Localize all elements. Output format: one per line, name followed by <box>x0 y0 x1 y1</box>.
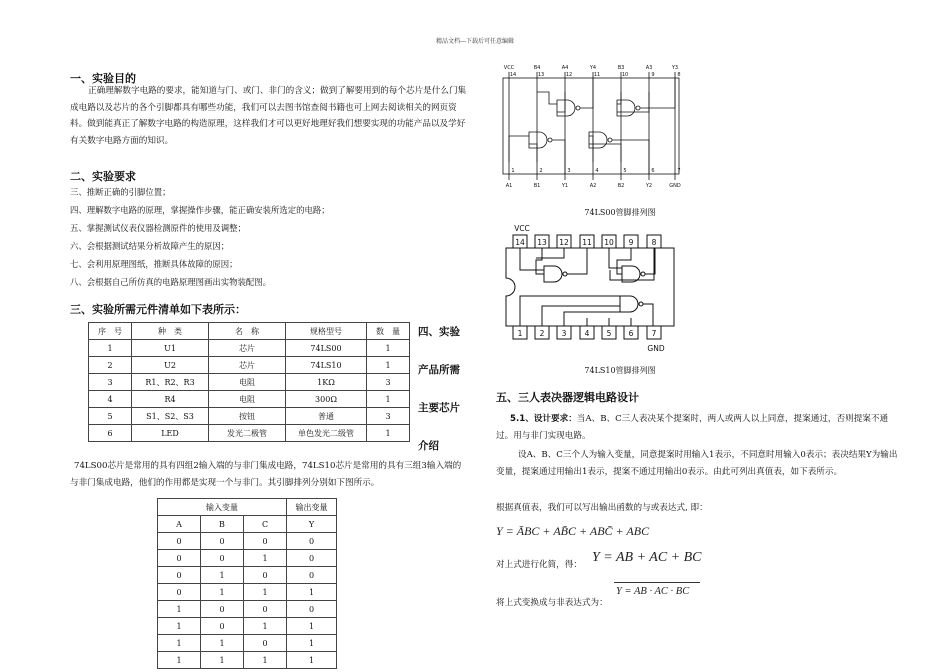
table-cell: 按钮 <box>209 408 286 425</box>
table-row <box>158 584 337 601</box>
nand-label: 将上式变换成与非表达式为： <box>496 598 608 608</box>
table-row <box>158 567 337 584</box>
pin-number: 1 <box>511 168 515 174</box>
table-row <box>89 374 410 391</box>
side-heading-line: 介绍 <box>418 440 439 452</box>
table-row <box>158 635 337 652</box>
table-row <box>89 340 410 357</box>
pin-number: 5 <box>623 168 627 174</box>
pin-label: Y3 <box>671 65 679 71</box>
chip-intro-paragraph: 74LS00芯片是常用的具有四组2输入端的与非门集成电路，74LS10芯片是常用的具有三组3输入端的与非门集成电路，他们的作用都是实现一个与非门。其引脚排列分别如下图所示。 <box>70 461 462 488</box>
pin-label: A2 <box>589 183 597 189</box>
table-cell: 0 <box>287 550 337 567</box>
col-header: 名 称 <box>209 323 286 340</box>
side-heading-line: 四、实验 <box>418 326 460 338</box>
table-cell: 3 <box>367 408 410 425</box>
pin-label: B2 <box>617 183 625 189</box>
pin-number: 2 <box>539 168 543 174</box>
pin-label: GND <box>669 183 681 189</box>
table-cell: 1KΩ <box>286 374 367 391</box>
simplify-label: 对上式进行化简，得： <box>496 560 582 570</box>
pin-number: 3 <box>567 168 571 174</box>
pin-number: 7 <box>677 168 681 174</box>
pin-label: Y2 <box>645 183 653 189</box>
table-header-row <box>158 499 337 516</box>
ls10-pinout-diagram <box>500 220 680 355</box>
table-cell: LED <box>132 425 209 442</box>
pin-number: 12 <box>565 72 573 78</box>
col-header: 规格型号 <box>286 323 367 340</box>
pin-number: 13 <box>537 72 545 78</box>
variables-paragraph: 设A、B、C三个人为输入变量，同意提案时用输入1表示，不同意时用输入0表示；表决结果Y为输出变量，提案通过用输出1表示，提案不通过用输出0表示。由此可列出真值表，如下表所示。 <box>496 450 898 477</box>
pin-number: 14 <box>515 238 525 247</box>
section-1-title: 一、实验目的 <box>70 72 136 85</box>
pin-number: 9 <box>628 238 634 247</box>
table-cell: 1 <box>367 391 410 408</box>
table-cell: U2 <box>132 357 209 374</box>
table-cell: 0 <box>158 550 201 567</box>
table-cell: 0 <box>201 533 244 550</box>
list-item: 四、理解数字电路的原理，掌握操作步骤，能正确安装所选定的电路； <box>70 205 330 215</box>
pin-number: 6 <box>628 329 634 338</box>
col-header: A <box>158 516 201 533</box>
simplified-equation: Y = AB + AC + BC <box>592 550 702 565</box>
table-cell: 1 <box>244 618 287 635</box>
col-header: C <box>244 516 287 533</box>
section-5-1-label: 5.1、设计要求： <box>510 414 577 424</box>
table-cell: 0 <box>244 635 287 652</box>
pin-number: 7 <box>651 329 657 338</box>
pin-number: 2 <box>539 329 545 338</box>
ls00-caption: 74LS00管脚排列图 <box>584 208 656 217</box>
table-row <box>158 618 337 635</box>
col-header: 序 号 <box>89 323 132 340</box>
table-cell: 1 <box>158 618 201 635</box>
list-item: 七、会利用原理图纸，推断具体故障的原因； <box>70 259 238 269</box>
group-header-inputs: 输入变量 <box>158 499 287 516</box>
table-cell: 4 <box>89 391 132 408</box>
table-cell: 3 <box>367 374 410 391</box>
list-item: 六、会根据测试结果分析故障产生的原因； <box>70 241 230 251</box>
table-cell: 1 <box>201 652 244 669</box>
table-cell: 1 <box>367 340 410 357</box>
section-5-title: 五、三人表决器逻辑电路设计 <box>496 391 639 404</box>
table-header-row <box>158 516 337 533</box>
col-header: B <box>201 516 244 533</box>
ls10-caption: 74LS10管脚排列图 <box>584 366 656 375</box>
pin-number: 10 <box>621 72 629 78</box>
table-cell: 1 <box>367 357 410 374</box>
table-cell: 1 <box>244 550 287 567</box>
table-cell: 1 <box>158 652 201 669</box>
table-cell: 0 <box>158 567 201 584</box>
pin-number: 4 <box>584 329 590 338</box>
table-cell: 0 <box>244 601 287 618</box>
table-cell: 1 <box>158 601 201 618</box>
list-item: 八、会根据自己所仿真的电路原理图画出实物装配图。 <box>70 277 271 287</box>
table-cell: 芯片 <box>209 357 286 374</box>
section-3-title: 三、实验所需元件清单如下表所示： <box>70 303 246 316</box>
table-cell: S1、S2、S3 <box>132 408 209 425</box>
section-2-title: 二、实验要求 <box>70 170 136 183</box>
table-cell: 1 <box>287 635 337 652</box>
table-row <box>158 652 337 669</box>
nand-equation: Y = AB · AC · BC <box>616 586 690 597</box>
table-cell: U1 <box>132 340 209 357</box>
side-heading-line: 产品所需 <box>418 364 460 376</box>
pin-number: 8 <box>651 238 657 247</box>
table-cell: 单色发光二级管 <box>286 425 367 442</box>
pin-number: 10 <box>604 238 614 247</box>
table-cell: 74LS00 <box>286 340 367 357</box>
table-header-row <box>89 323 410 340</box>
table-cell: 0 <box>287 533 337 550</box>
table-cell: 0 <box>287 601 337 618</box>
table-cell: 1 <box>201 584 244 601</box>
table-cell: 300Ω <box>286 391 367 408</box>
table-cell: 1 <box>201 567 244 584</box>
table-cell: 3 <box>89 374 132 391</box>
pin-number: 4 <box>595 168 599 174</box>
table-cell: 0 <box>201 601 244 618</box>
pin-label: Y4 <box>589 65 597 71</box>
table-row <box>158 533 337 550</box>
pin-number: 1 <box>517 329 523 338</box>
section-5-1-paragraph <box>496 411 898 444</box>
pin-label: VCC <box>503 65 515 71</box>
pin-number: 5 <box>606 329 612 338</box>
table-cell: 0 <box>158 584 201 601</box>
table-cell: 1 <box>244 584 287 601</box>
section-5-1-text: 当A、B、C三人表决某个提案时，两人或两人以上同意，提案通过，否则提案不通过。用与非门实现电路。 <box>496 414 889 441</box>
table-cell: 1 <box>367 425 410 442</box>
table-cell: 74LS10 <box>286 357 367 374</box>
table-cell: 芯片 <box>209 340 286 357</box>
pin-number: 12 <box>559 238 569 247</box>
ls00-pinout-diagram <box>495 62 695 190</box>
section-1-body: 正确理解数字电路的要求，能知道与门、或门、非门的含义；做到了解要用到的每个芯片是什么门集成电路以及芯片的各个引脚都具有哪些功能，我们可以去图书馆查阅书籍也可上网去阅读相关的网页资料。做到能真正了解数字电路的构造原理，这样我们才可以更好地理好我们想要实现的功能产品以及学好有关数字电路方面的知识。 <box>70 86 467 146</box>
table-cell: 1 <box>89 340 132 357</box>
table-row <box>89 408 410 425</box>
list-item: 五、掌握测试仪表仪器检测原件的使用及调整； <box>70 223 246 233</box>
pin-label: A1 <box>505 183 513 189</box>
expression-intro: 根据真值表，我们可以写出输出函数的与或表达式, 即： <box>496 503 708 513</box>
col-header: 种 类 <box>132 323 209 340</box>
pin-number: 11 <box>593 72 601 78</box>
group-header-output: 输出变量 <box>287 499 337 516</box>
pin-number: 14 <box>509 72 517 78</box>
pin-number: 11 <box>582 238 592 247</box>
truth-table <box>157 498 337 669</box>
pin-label: Y1 <box>561 183 569 189</box>
list-item: 三、推断正确的引脚位置； <box>70 187 171 197</box>
table-cell: 1 <box>287 584 337 601</box>
pin-label: B4 <box>533 65 541 71</box>
table-row <box>89 391 410 408</box>
table-cell: 电阻 <box>209 374 286 391</box>
pin-number: 9 <box>651 72 655 78</box>
pin-label: A3 <box>645 65 653 71</box>
pin-number: 6 <box>651 168 655 174</box>
pin-label: A4 <box>561 65 569 71</box>
table-row <box>89 357 410 374</box>
parts-table <box>88 322 410 442</box>
table-cell: 电阻 <box>209 391 286 408</box>
pin-number: 13 <box>537 238 547 247</box>
table-cell: 普通 <box>286 408 367 425</box>
overbar-outer <box>614 582 700 584</box>
page-header-note: 精品文档---下载后可任意编辑 <box>435 38 515 45</box>
table-cell: 0 <box>287 567 337 584</box>
table-cell: 1 <box>158 635 201 652</box>
table-row <box>158 550 337 567</box>
table-row <box>89 425 410 442</box>
table-cell: 5 <box>89 408 132 425</box>
table-cell: 6 <box>89 425 132 442</box>
vcc-label: VCC <box>514 224 530 233</box>
sum-of-products-equation: Y = ĀBC + AB̄C + ABC̄ + ABC <box>496 524 650 538</box>
table-cell: 0 <box>201 550 244 567</box>
table-cell: 0 <box>244 533 287 550</box>
table-cell: R1、R2、R3 <box>132 374 209 391</box>
table-cell: R4 <box>132 391 209 408</box>
table-cell: 0 <box>244 567 287 584</box>
table-cell: 发光二极管 <box>209 425 286 442</box>
pin-label: B1 <box>533 183 541 189</box>
pin-number: 3 <box>561 329 567 338</box>
table-cell: 0 <box>201 618 244 635</box>
gnd-label: GND <box>647 344 665 353</box>
table-row <box>158 601 337 618</box>
side-heading-line: 主要芯片 <box>418 402 460 414</box>
pin-number: 8 <box>677 72 681 78</box>
table-cell: 1 <box>287 652 337 669</box>
col-header: 数 量 <box>367 323 410 340</box>
table-cell: 0 <box>158 533 201 550</box>
table-cell: 1 <box>244 652 287 669</box>
table-cell: 1 <box>287 618 337 635</box>
requirements-list <box>70 183 330 291</box>
col-header: Y <box>287 516 337 533</box>
table-cell: 2 <box>89 357 132 374</box>
pin-label: B3 <box>617 65 625 71</box>
table-cell: 1 <box>201 635 244 652</box>
